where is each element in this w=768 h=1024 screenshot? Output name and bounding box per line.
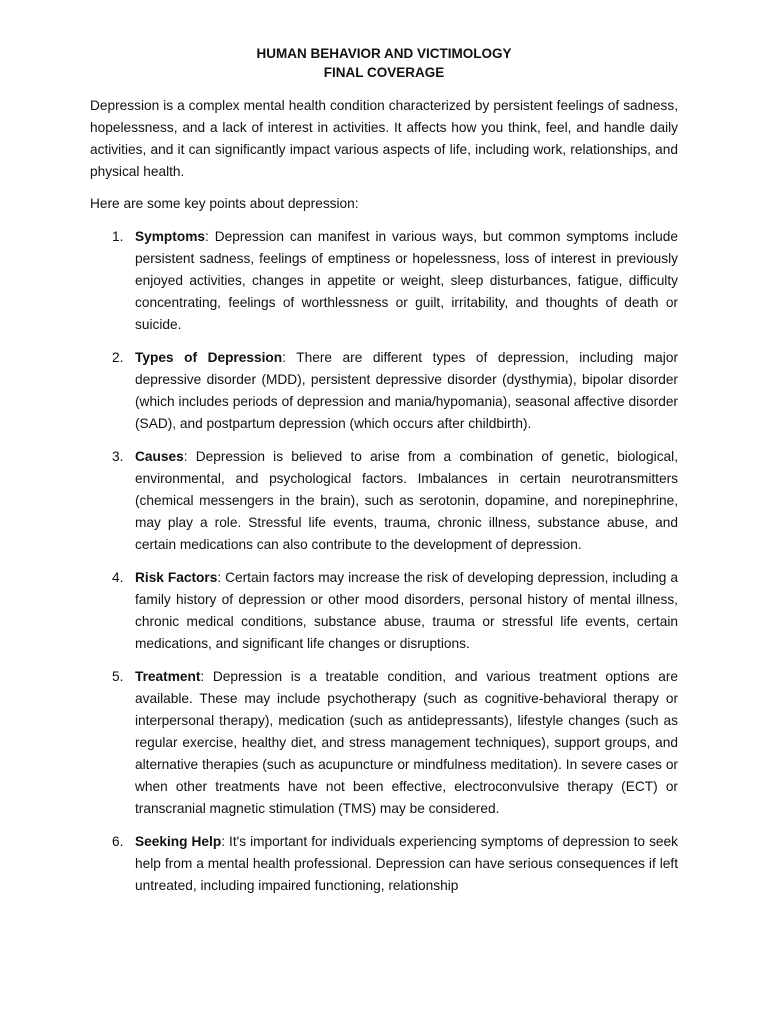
lead-sentence: Here are some key points about depression: — [90, 196, 359, 211]
list-item — [90, 666, 678, 820]
list-item-text: : There are different types of depression, including major depressive disorder (MDD), persistent depressive disorder (dysthymia), bipolar disorder (which includes periods of depression and mania/hypomania), seasonal affective disorder (SAD), and postpartum depression (which occurs after childbirth). — [135, 350, 678, 431]
list-item-term: Risk Factors — [135, 570, 218, 585]
list-item-term: Treatment — [135, 669, 201, 684]
list-item-text: : Depression is believed to arise from a combination of genetic, biological, environmental, and psychological factors. Imbalances in certain neurotransmitters (chemical messengers in the brain), such as serotonin, dopamine, and norepinephrine, may play a role. Stressful life events, trauma, chronic illness, substance abuse, and certain medications can also contribute to the development of depression. — [135, 449, 678, 552]
list-item-number: 1. — [112, 229, 124, 244]
list-item-number: 3. — [112, 449, 124, 464]
list-item-term: Types of Depression — [135, 350, 283, 365]
key-points-list — [90, 226, 678, 897]
list-item-number: 5. — [112, 669, 124, 684]
document-page — [90, 44, 678, 908]
list-item-text: : Depression can manifest in various ways, but common symptoms include persistent sadness, feelings of emptiness or hopelessness, loss of interest in previously enjoyed activities, changes in appetite or weight, sleep disturbances, fatigue, difficulty concentrating, feelings of worthlessness or guilt, irritability, and thoughts of death or suicide. — [135, 229, 678, 332]
list-item-term: Symptoms — [135, 229, 205, 244]
list-item — [90, 446, 678, 556]
list-item — [90, 347, 678, 435]
document-title-line1: HUMAN BEHAVIOR AND VICTIMOLOGY — [256, 46, 512, 61]
list-item-number: 2. — [112, 350, 124, 365]
list-item-term: Seeking Help — [135, 834, 222, 849]
list-item — [90, 567, 678, 655]
document-title-line2: FINAL COVERAGE — [323, 65, 445, 80]
list-item — [90, 831, 678, 897]
intro-paragraph: Depression is a complex mental health condition characterized by persistent feelings of sadness, hopelessness, and a lack of interest in activities. It affects how you think, feel, and handle daily activities, and it can significantly impact various aspects of life, including work, relationships, and physical health. — [90, 98, 678, 179]
list-item — [90, 226, 678, 336]
list-item-text: : Certain factors may increase the risk of developing depression, including a family history of depression or other mood disorders, personal history of mental illness, chronic medical conditions, substance abuse, trauma or stressful life events, certain medications, and significant life changes or disruptions. — [135, 570, 678, 651]
list-item-term: Causes — [135, 449, 184, 464]
list-item-number: 4. — [112, 570, 124, 585]
list-item-text: : It's important for individuals experiencing symptoms of depression to seek help from a mental health professional. Depression can have serious consequences if left untreated, including impaired functioning, relationship — [135, 834, 678, 893]
list-item-text: : Depression is a treatable condition, and various treatment options are available. These may include psychotherapy (such as cognitive-behavioral therapy or interpersonal therapy), medication (such as antidepressants), lifestyle changes (such as regular exercise, healthy diet, and stress management techniques), support groups, and alternative therapies (such as acupuncture or mindfulness meditation). In severe cases or when other treatments have not been effective, electroconvulsive therapy (ECT) or transcranial magnetic stimulation (TMS) may be considered. — [135, 669, 678, 816]
list-item-number: 6. — [112, 834, 124, 849]
